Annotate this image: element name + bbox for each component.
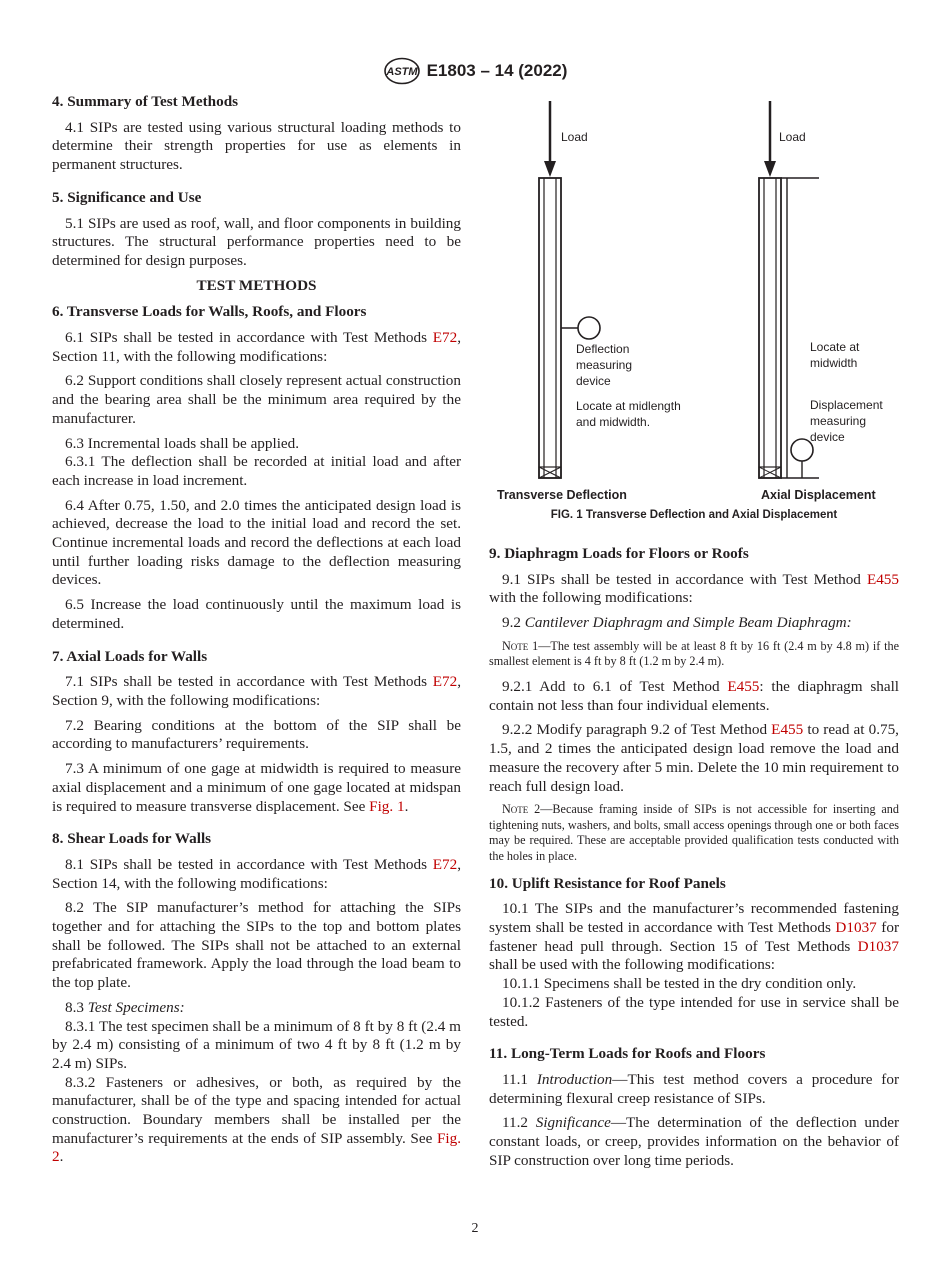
para-10-1: 10.1 The SIPs and the manufacturer’s recommended fastening system shall be tested in accordance with Test Methods D1037 for fastener head pull through. Section 15 of Test Methods D1037 shall be used with the following modifications: <box>489 900 899 974</box>
test-methods-heading: TEST METHODS <box>196 276 317 294</box>
para-9-2-1: 9.2.1 Add to 6.1 of Test Method E455: the diaphragm shall contain not less than four individual elements. <box>489 678 900 714</box>
e72-link[interactable]: E72 <box>432 855 458 873</box>
fig-2-link[interactable]: Fig. 2 <box>52 1129 461 1166</box>
locate-width-2: midwidth <box>810 356 858 370</box>
locate-mid-1: Locate at midlength <box>576 399 681 413</box>
para-5-1: 5.1 SIPs are used as roof, wall, and floor components in building structures. The structural performance properties need to be determined for design purposes. <box>52 214 461 269</box>
para-4-1: 4.1 SIPs are tested using various structural loading methods to determine their strength properties for use as elements in permanent structures. <box>52 118 461 174</box>
section-4-title: 4. Summary of Test Methods <box>52 93 239 110</box>
figure-1-diagram <box>489 93 899 505</box>
left-column <box>52 93 461 1173</box>
para-7-2: 7.2 Bearing conditions at the bottom of the SIP shall be according to manufacturers’ requirements. <box>52 716 461 753</box>
load-label-right: Load <box>779 130 806 144</box>
section-7-title: 7. Axial Loads for Walls <box>52 647 208 665</box>
astm-logo-icon <box>383 57 421 85</box>
e455-link[interactable]: E455 <box>771 721 804 739</box>
right-column <box>489 545 899 1176</box>
para-8-3-1: 8.3.1 The test specimen shall be a minimum of 8 ft by 8 ft (2.4 m by 2.4 m) consisting of a minimum of two 4 ft by 8 ft (1.2 m by 2.4 m) SIPs. <box>52 1017 461 1072</box>
e455-link[interactable]: E455 <box>866 570 899 588</box>
section-6-title: 6. Transverse Loads for Walls, Roofs, and Floors <box>52 303 367 321</box>
section-10-title: 10. Uplift Resistance for Roof Panels <box>489 874 726 892</box>
para-7-1: 7.1 SIPs shall be tested in accordance with Test Methods E72, Section 9, with the following modifications: <box>52 673 461 709</box>
load-label-left: Load <box>561 130 588 144</box>
para-6-2: 6.2 Support conditions shall closely represent actual construction and the bearing area shall be the minimum area required by the manufacturer. <box>52 372 461 427</box>
page-header <box>0 56 950 86</box>
para-10-1-2: 10.1.2 Fasteners of the type intended for use in service shall be tested. <box>489 993 899 1030</box>
section-9-title: 9. Diaphragm Loads for Floors or Roofs <box>489 545 749 562</box>
para-8-2: 8.2 The SIP manufacturer’s method for attaching the SIPs together and for attaching the SIPs to the top and bottom plates shall be followed. The SIPs shall not be attached to an external prefabricated framework. Apply the load through the load beam to the top plate. <box>52 899 461 992</box>
deflection-label-2: measuring <box>576 358 633 372</box>
para-10-1-1: 10.1.1 Specimens shall be tested in the dry condition only. <box>502 975 857 993</box>
fig-1-link[interactable]: Fig. 1 <box>369 797 405 815</box>
para-8-1: 8.1 SIPs shall be tested in accordance with Test Methods E72, Section 14, with the following modifications: <box>52 855 461 892</box>
load-arrowhead-left <box>544 161 556 177</box>
d1037-link[interactable]: D1037 <box>857 937 899 955</box>
deflection-label-1: Deflection <box>576 342 630 356</box>
d1037-link[interactable]: D1037 <box>835 919 877 936</box>
astm-logo-text: ASTM <box>385 66 418 78</box>
e72-link[interactable]: E72 <box>432 329 458 347</box>
figure-1 <box>489 93 899 533</box>
displacement-label-1: Displacement <box>810 398 883 412</box>
para-11-1: 11.1 Introduction—This test method covers a procedure for determining flexural creep resistance of SIPs. <box>489 1070 899 1107</box>
displacement-label-3: device <box>810 430 845 444</box>
para-6-3: 6.3 Incremental loads shall be applied. <box>65 434 300 452</box>
e72-link[interactable]: E72 <box>432 673 458 691</box>
page-number: 2 <box>471 1221 479 1236</box>
figure-caption: FIG. 1 Transverse Deflection and Axial Displacement <box>550 509 838 521</box>
section-5-title: 5. Significance and Use <box>52 188 202 206</box>
para-6-1: 6.1 SIPs shall be tested in accordance with Test Methods E72, Section 11, with the following modifications: <box>52 329 461 365</box>
section-11-title: 11. Long-Term Loads for Roofs and Floors <box>489 1045 766 1063</box>
note-1: Note 1—The test assembly will be at least 8 ft by 16 ft (2.4 m by 4.8 m) if the smallest element is 4 ft by 8 ft (1.2 m by 2.4 m). <box>489 638 900 669</box>
deflection-device-icon <box>578 317 600 339</box>
para-11-2: 11.2 Significance—The determination of the deflection under constant loads, or creep, provides information on the behavior of SIP construction over long time periods. <box>489 1114 900 1169</box>
document-id: E1803 – 14 (2022) <box>426 61 568 80</box>
transverse-title: Transverse Deflection <box>497 488 627 502</box>
displacement-label-2: measuring <box>810 414 867 428</box>
para-7-3: 7.3 A minimum of one gage at midwidth is required to measure axial displacement and a minimum of one gage located at midspan is required to measure transverse displacement. See Fig. 1. <box>52 760 461 815</box>
note-2: Note 2—Because framing inside of SIPs is not accessible for inserting and tightening nuts, washers, and bolts, small access openings through one or both faces may be required. These are acceptable provided qualification tests conducted with the holes in place. <box>489 802 899 863</box>
para-6-3-1: 6.3.1 The deflection shall be recorded at initial load and after each increase in load increment. <box>52 453 461 489</box>
para-8-3-2: 8.3.2 Fasteners or adhesives, or both, as required by the manufacturer, shall be of the type and spacing intended for actual construction. Boundary members shall be installed per the manufacturer’s requirements at the ends of SIP assembly. See Fig. 2. <box>52 1073 461 1166</box>
section-8-title: 8. Shear Loads for Walls <box>52 830 212 848</box>
para-8-3: 8.3 Test Specimens: <box>65 998 185 1016</box>
load-arrowhead-right <box>764 161 776 177</box>
locate-width-1: Locate at <box>810 340 860 354</box>
axial-title: Axial Displacement <box>761 488 876 502</box>
para-6-5: 6.5 Increase the load continuously until the maximum load is determined. <box>52 596 461 632</box>
para-9-2: 9.2 Cantilever Diaphragm and Simple Beam Diaphragm: <box>502 614 852 632</box>
deflection-label-3: device <box>576 374 611 388</box>
locate-mid-2: and midwidth. <box>576 415 651 429</box>
e455-link[interactable]: E455 <box>727 678 760 695</box>
para-6-4: 6.4 After 0.75, 1.50, and 2.0 times the anticipated design load is achieved, decrease the load to the initial load and record the set. Continue incremental loads and record the deflections at each load until further loading risks damage to the deflection measuring devices. <box>52 496 461 589</box>
panel-right <box>759 178 781 478</box>
para-9-1: 9.1 SIPs shall be tested in accordance with Test Method E455 with the following modifications: <box>489 570 899 607</box>
para-9-2-2: 9.2.2 Modify paragraph 9.2 of Test Method E455 to read at 0.75, 1.5, and 2 times the anticipated design load remove the load and measure the recovery after 5 min. Delete the 10 min requirement to reach full design load. <box>489 721 899 795</box>
panel-left <box>539 178 561 478</box>
